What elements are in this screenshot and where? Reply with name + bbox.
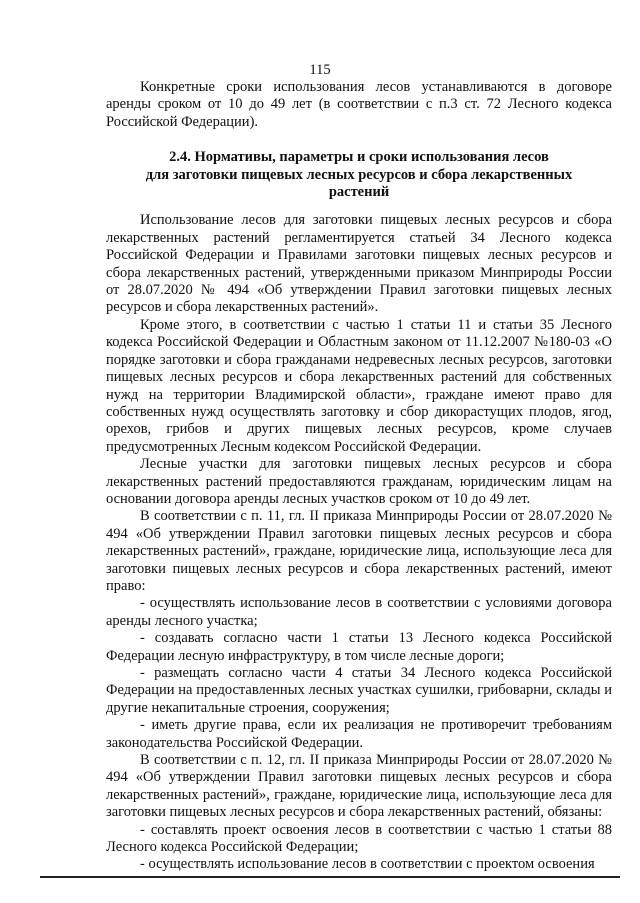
paragraph-duties-intro: В соответствии с п. 12, гл. II приказа Минприроды России от 28.07.2020 № 494 «Об утверждении Правил заготовки пищевых лесных ресурсов и сбора лекарственных растений», граждане, юридические лица, использующие леса для заготовки пищевых лесных ресурсов и сбора лекарственных растений, обязаны: (106, 752, 612, 821)
list-item-right: - иметь другие права, если их реализация не противоречит требованиям законодательства Российской Федерации. (106, 717, 612, 751)
paragraph-lease-terms: Лесные участки для заготовки пищевых лесных ресурсов и сбора лекарственных растений предоставляются гражданам, юридическим лицам на основании договора аренды лесных участков сроком от 10 до 49 лет. (106, 456, 612, 507)
section-heading-line-2: для заготовки пищевых лесных ресурсов и сбора лекарственных (145, 166, 573, 183)
section-heading (106, 149, 612, 201)
list-item-duty: - осуществлять использование лесов в соответствии с проектом освоения (140, 856, 595, 873)
list-item-right: - размещать согласно части 4 статьи 34 Лесного кодекса Российской Федерации на предоставленных лесных участках сушилки, грибоварни, склады и другие некапитальные строения, сооружения; (106, 665, 612, 716)
footer-divider (40, 876, 620, 878)
intro-paragraph: Конкретные сроки использования лесов устанавливаются в договоре аренды сроком от 10 до 49 лет (в соответствии с п.3 ст. 72 Лесного кодекса Российской Федерации). (106, 79, 612, 130)
paragraph-citizens-rights: Кроме этого, в соответствии с частью 1 статьи 11 и статьи 35 Лесного кодекса Российской Федерации и Областным законом от 11.12.2007 №180-03 «О порядке заготовки и сбора гражданами недревесных лесных ресурсов, заготовки пищевых лесных ресурсов и сбора лекарственных растений для собственных нужд на территории Владимирской области», граждане имеют право для собственных нужд осуществлять заготовку и сбор дикорастущих плодов, ягод, орехов, грибов и других пищевых лесных ресурсов, кроме случаев предусмотренных Лесным кодексом Российской Федерации. (106, 316, 612, 455)
list-item-duty: - составлять проект освоения лесов в соответствии с частью 1 статьи 88 Лесного кодекса Российской Федерации; (106, 821, 612, 856)
section-heading-line-3: растений (328, 184, 390, 201)
page-number: 115 (309, 62, 331, 78)
paragraph-rights-intro: В соответствии с п. 11, гл. II приказа Минприроды России от 28.07.2020 № 494 «Об утверждении Правил заготовки пищевых лесных ресурсов и сбора лекарственных растений», граждане, юридические лица, использующие леса для заготовки пищевых лесных ресурсов и сбора лекарственных растений, имеют право: (106, 508, 612, 594)
list-item-right: - осуществлять использование лесов в соответствии с условиями договора аренды лесного участка; (106, 595, 612, 629)
document-body (106, 79, 612, 874)
section-heading-line-1: 2.4. Нормативы, параметры и сроки использования лесов (169, 149, 549, 166)
paragraph-regulation: Использование лесов для заготовки пищевых лесных ресурсов и сбора лекарственных растений регламентируется статьей 34 Лесного кодекса Российской Федерации и Правилами заготовки пищевых лесных ресурсов и сбора лекарственных растений, утвержденными приказом Минприроды России от 28.07.2020 № 494 «Об утверждении Правил заготовки пищевых лесных ресурсов и сбора лекарственных растений». (106, 212, 612, 316)
list-item-right: - создавать согласно части 1 статьи 13 Лесного кодекса Российской Федерации лесную инфраструктуру, в том числе лесные дороги; (106, 630, 612, 664)
